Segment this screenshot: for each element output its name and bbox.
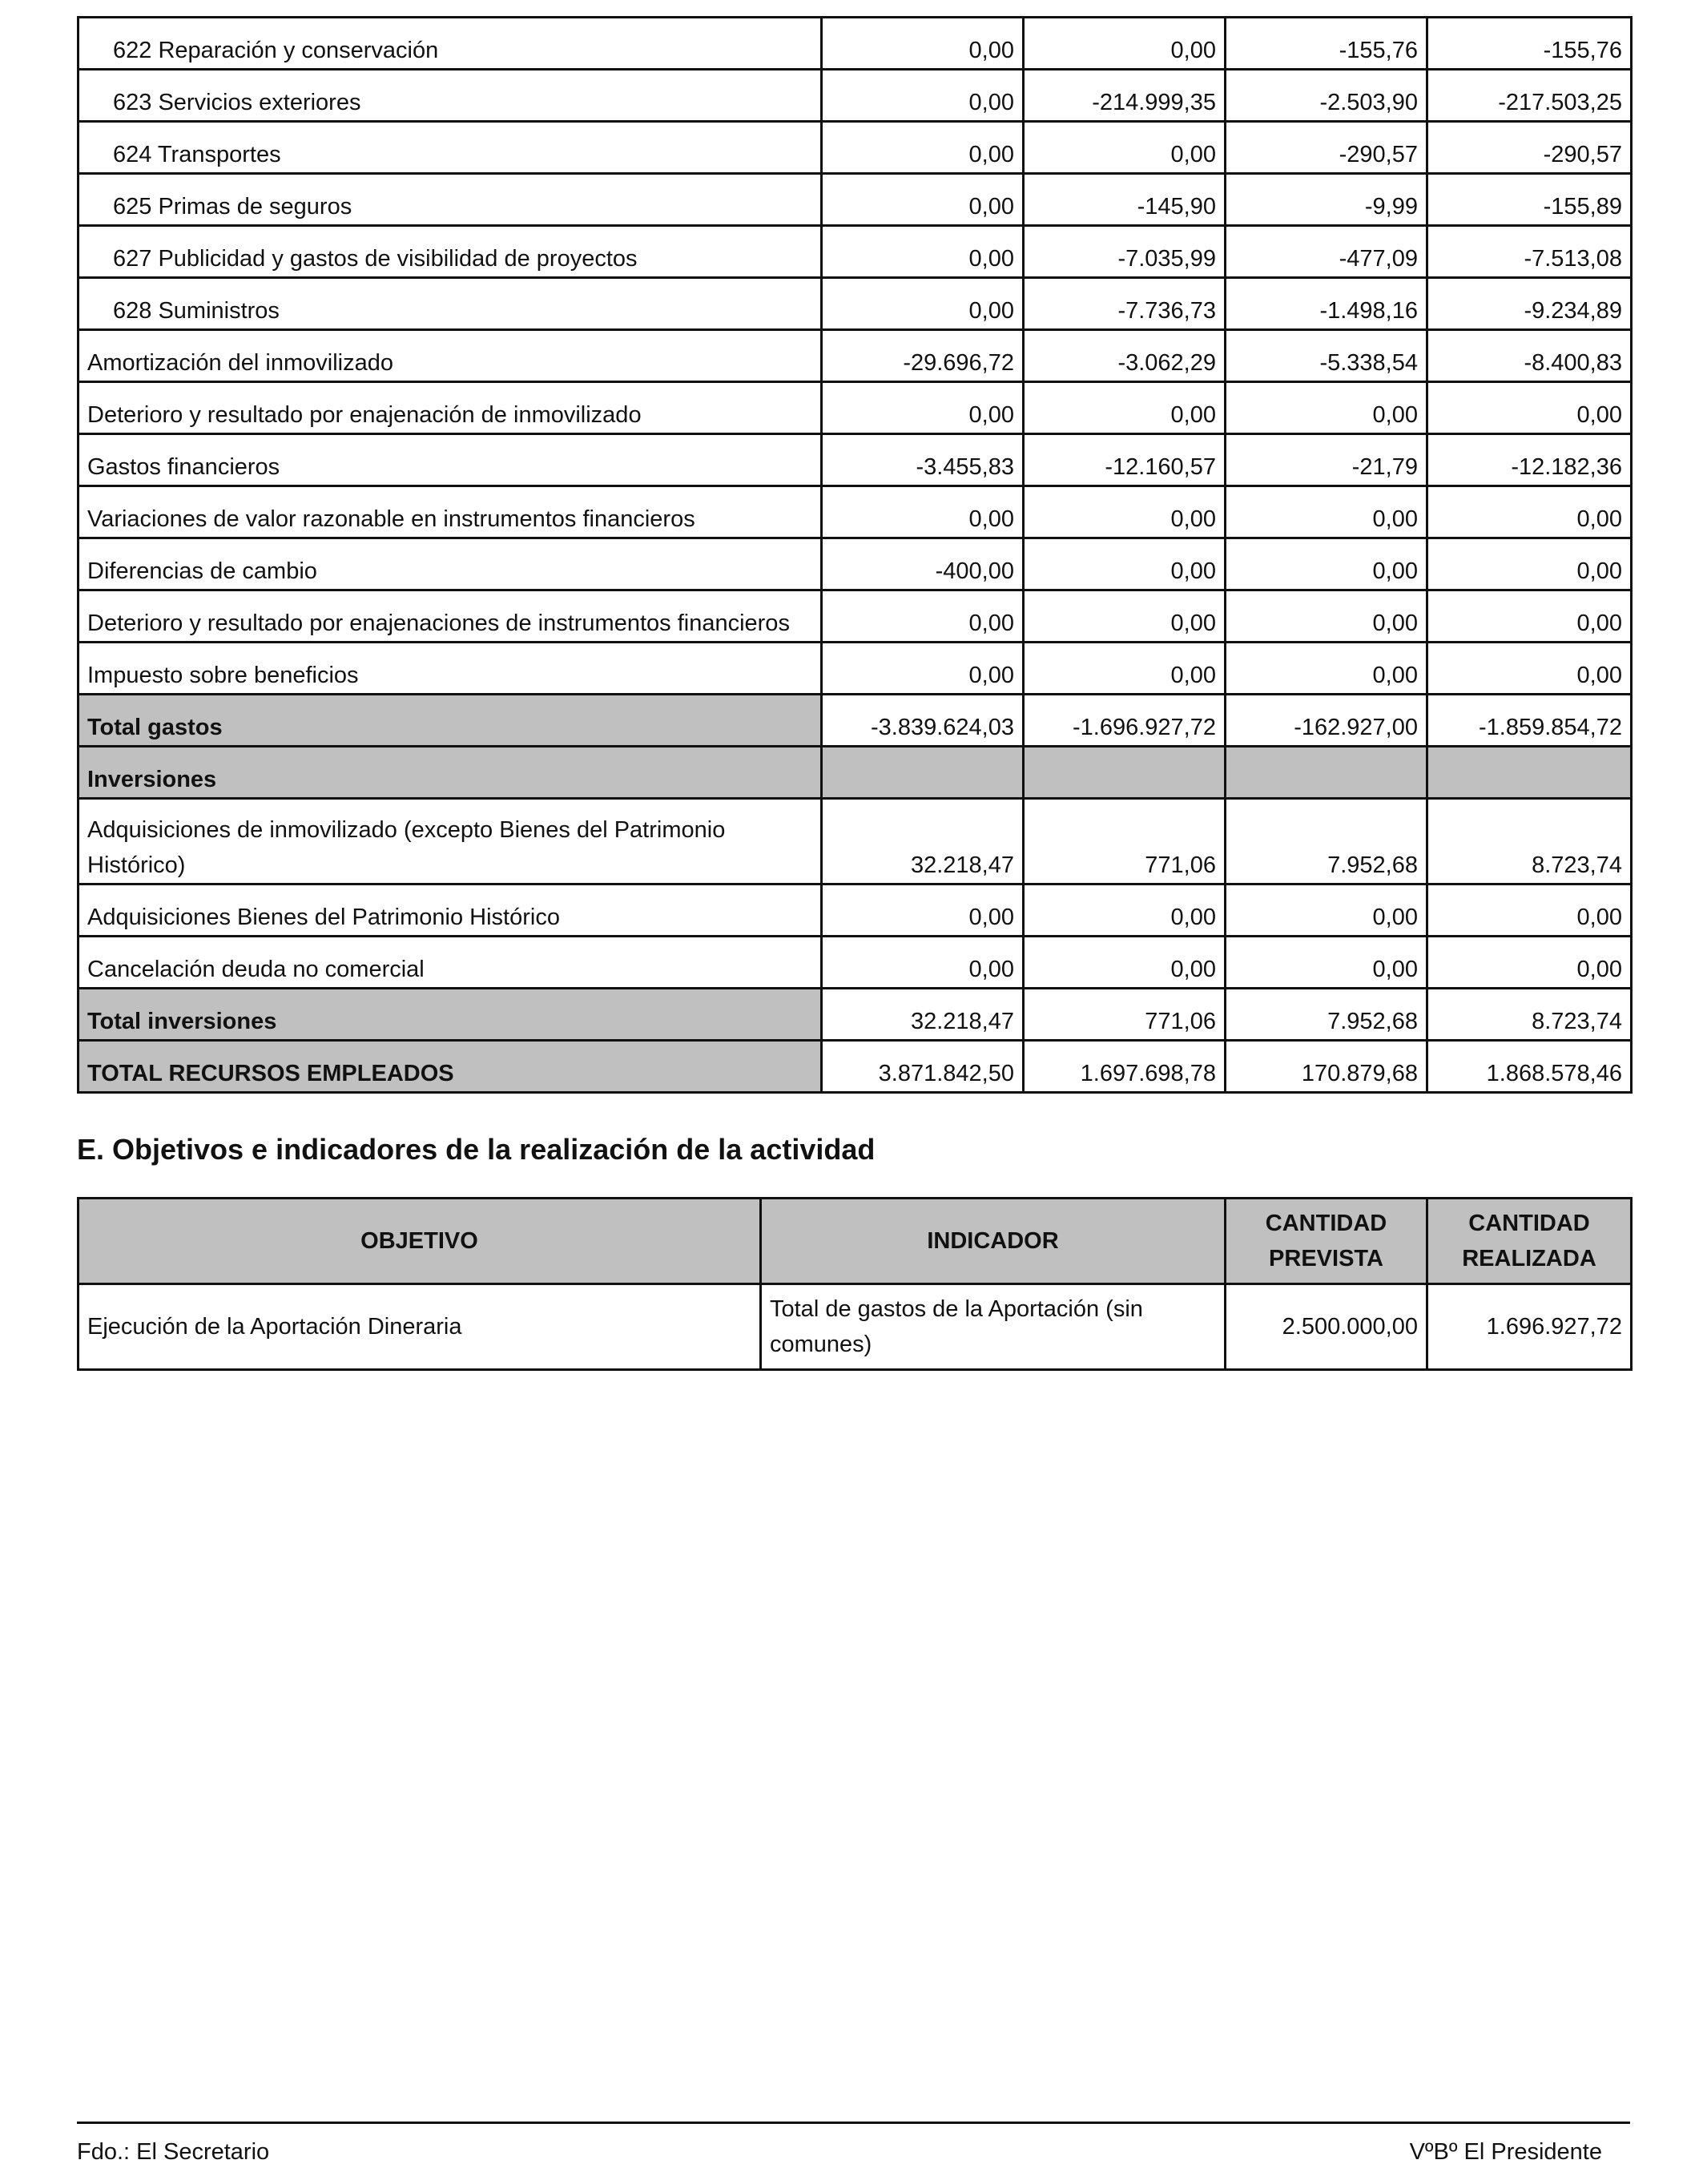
value-cell: 0,00	[822, 174, 1024, 226]
row-label: 627 Publicidad y gastos de visibilidad de proyectos	[79, 226, 822, 278]
row-label: 622 Reparación y conservación	[79, 18, 822, 70]
table-row	[79, 382, 1632, 434]
value-cell: 0,00	[1427, 884, 1632, 937]
value-cell: -3.455,83	[822, 434, 1024, 486]
value-cell: 0,00	[1226, 538, 1427, 590]
table-row	[79, 989, 1632, 1041]
value-cell	[1427, 747, 1632, 799]
value-cell: -5.338,54	[1226, 330, 1427, 382]
row-label: Deterioro y resultado por enajenación de inmovilizado	[79, 382, 822, 434]
row-label: Deterioro y resultado por enajenaciones de instrumentos financieros	[79, 590, 822, 643]
table-row	[79, 695, 1632, 747]
value-cell: 7.952,68	[1226, 989, 1427, 1041]
table-row	[79, 590, 1632, 643]
table-row	[79, 278, 1632, 330]
value-cell: 0,00	[1024, 538, 1226, 590]
value-cell: -217.503,25	[1427, 70, 1632, 122]
value-cell: -3.839.624,03	[822, 695, 1024, 747]
value-cell: -8.400,83	[1427, 330, 1632, 382]
row-label: Total gastos	[79, 695, 822, 747]
table-row	[79, 884, 1632, 937]
row-label: 624 Transportes	[79, 122, 822, 174]
value-cell: -9.234,89	[1427, 278, 1632, 330]
resources-table-body	[79, 18, 1632, 1093]
value-cell: 7.952,68	[1226, 799, 1427, 884]
footer-secretary-signature: Fdo.: El Secretario	[77, 2139, 270, 2165]
value-cell: -12.182,36	[1427, 434, 1632, 486]
cantidad-prevista-cell: 2.500.000,00	[1226, 1284, 1427, 1370]
value-cell: -290,57	[1226, 122, 1427, 174]
value-cell: -21,79	[1226, 434, 1427, 486]
value-cell: 0,00	[1226, 382, 1427, 434]
value-cell: -155,89	[1427, 174, 1632, 226]
value-cell: 0,00	[822, 382, 1024, 434]
value-cell: 170.879,68	[1226, 1041, 1427, 1093]
row-label: TOTAL RECURSOS EMPLEADOS	[79, 1041, 822, 1093]
row-label: Adquisiciones de inmovilizado (excepto Bienes del Patrimonio Histórico)	[79, 799, 822, 884]
value-cell: -9,99	[1226, 174, 1427, 226]
value-cell: 0,00	[1427, 937, 1632, 989]
row-label: 623 Servicios exteriores	[79, 70, 822, 122]
table-row	[79, 747, 1632, 799]
value-cell: -7.513,08	[1427, 226, 1632, 278]
table-row	[79, 434, 1632, 486]
value-cell: 0,00	[1024, 937, 1226, 989]
value-cell: 0,00	[1226, 590, 1427, 643]
value-cell: -155,76	[1427, 18, 1632, 70]
value-cell: -162.927,00	[1226, 695, 1427, 747]
row-label: Total inversiones	[79, 989, 822, 1041]
cantidad-realizada-cell: 1.696.927,72	[1427, 1284, 1632, 1370]
value-cell: 0,00	[1024, 590, 1226, 643]
value-cell: -12.160,57	[1024, 434, 1226, 486]
value-cell: -400,00	[822, 538, 1024, 590]
value-cell: -3.062,29	[1024, 330, 1226, 382]
resources-table	[77, 16, 1633, 1094]
table-row	[79, 18, 1632, 70]
objectives-row	[79, 1284, 1632, 1370]
value-cell: 0,00	[1427, 643, 1632, 695]
header-objetivo: OBJETIVO	[79, 1199, 761, 1284]
header-indicador: INDICADOR	[761, 1199, 1226, 1284]
value-cell: -2.503,90	[1226, 70, 1427, 122]
value-cell: 0,00	[1226, 643, 1427, 695]
table-row	[79, 486, 1632, 538]
value-cell: 0,00	[822, 226, 1024, 278]
table-row	[79, 538, 1632, 590]
value-cell: 8.723,74	[1427, 989, 1632, 1041]
value-cell: 0,00	[1024, 486, 1226, 538]
value-cell: 0,00	[822, 486, 1024, 538]
value-cell	[1024, 747, 1226, 799]
value-cell: -7.736,73	[1024, 278, 1226, 330]
table-row	[79, 330, 1632, 382]
value-cell: 771,06	[1024, 989, 1226, 1041]
value-cell: 0,00	[822, 884, 1024, 937]
value-cell: 771,06	[1024, 799, 1226, 884]
value-cell: 0,00	[1427, 538, 1632, 590]
value-cell: 0,00	[1024, 643, 1226, 695]
objetivo-cell: Ejecución de la Aportación Dineraria	[79, 1284, 761, 1370]
value-cell: 3.871.842,50	[822, 1041, 1024, 1093]
table-row	[79, 70, 1632, 122]
indicador-cell: Total de gastos de la Aportación (sin comunes)	[761, 1284, 1226, 1370]
value-cell: 0,00	[822, 18, 1024, 70]
value-cell: 0,00	[822, 70, 1024, 122]
value-cell: -214.999,35	[1024, 70, 1226, 122]
value-cell: 0,00	[1226, 937, 1427, 989]
value-cell: -290,57	[1427, 122, 1632, 174]
header-cantidad-prevista: CANTIDAD PREVISTA	[1226, 1199, 1427, 1284]
value-cell: 0,00	[1024, 884, 1226, 937]
value-cell: 0,00	[1226, 486, 1427, 538]
value-cell: 0,00	[822, 590, 1024, 643]
value-cell: 8.723,74	[1427, 799, 1632, 884]
row-label: Inversiones	[79, 747, 822, 799]
header-cantidad-realizada: CANTIDAD REALIZADA	[1427, 1199, 1632, 1284]
value-cell: 0,00	[1427, 486, 1632, 538]
row-label: Gastos financieros	[79, 434, 822, 486]
objectives-header-row	[79, 1199, 1632, 1284]
row-label: Adquisiciones Bienes del Patrimonio Histórico	[79, 884, 822, 937]
value-cell: 1.868.578,46	[1427, 1041, 1632, 1093]
value-cell: 0,00	[1024, 18, 1226, 70]
value-cell: -155,76	[1226, 18, 1427, 70]
value-cell: -477,09	[1226, 226, 1427, 278]
table-row	[79, 1041, 1632, 1093]
row-label: Diferencias de cambio	[79, 538, 822, 590]
table-row	[79, 122, 1632, 174]
row-label: 625 Primas de seguros	[79, 174, 822, 226]
value-cell: 0,00	[1226, 884, 1427, 937]
footer-divider	[77, 2122, 1630, 2124]
section-title: E. Objetivos e indicadores de la realización de la actividad	[77, 1133, 876, 1166]
value-cell	[822, 747, 1024, 799]
table-row	[79, 643, 1632, 695]
objectives-table	[77, 1197, 1633, 1371]
value-cell: -29.696,72	[822, 330, 1024, 382]
value-cell: -1.696.927,72	[1024, 695, 1226, 747]
value-cell: 32.218,47	[822, 799, 1024, 884]
value-cell: -1.859.854,72	[1427, 695, 1632, 747]
footer-president-signature: VºBº El Presidente	[1409, 2139, 1602, 2165]
value-cell	[1226, 747, 1427, 799]
value-cell: 0,00	[822, 278, 1024, 330]
row-label: Variaciones de valor razonable en instrumentos financieros	[79, 486, 822, 538]
row-label: Impuesto sobre beneficios	[79, 643, 822, 695]
value-cell: 1.697.698,78	[1024, 1041, 1226, 1093]
value-cell: 0,00	[1024, 382, 1226, 434]
value-cell: 0,00	[822, 122, 1024, 174]
value-cell: 0,00	[1427, 382, 1632, 434]
row-label: 628 Suministros	[79, 278, 822, 330]
table-row	[79, 799, 1632, 884]
row-label: Amortización del inmovilizado	[79, 330, 822, 382]
value-cell: 0,00	[822, 643, 1024, 695]
table-row	[79, 174, 1632, 226]
row-label: Cancelación deuda no comercial	[79, 937, 822, 989]
value-cell: 32.218,47	[822, 989, 1024, 1041]
value-cell: -1.498,16	[1226, 278, 1427, 330]
table-row	[79, 937, 1632, 989]
value-cell: 0,00	[822, 937, 1024, 989]
value-cell: -145,90	[1024, 174, 1226, 226]
value-cell: 0,00	[1427, 590, 1632, 643]
value-cell: 0,00	[1024, 122, 1226, 174]
table-row	[79, 226, 1632, 278]
value-cell: -7.035,99	[1024, 226, 1226, 278]
